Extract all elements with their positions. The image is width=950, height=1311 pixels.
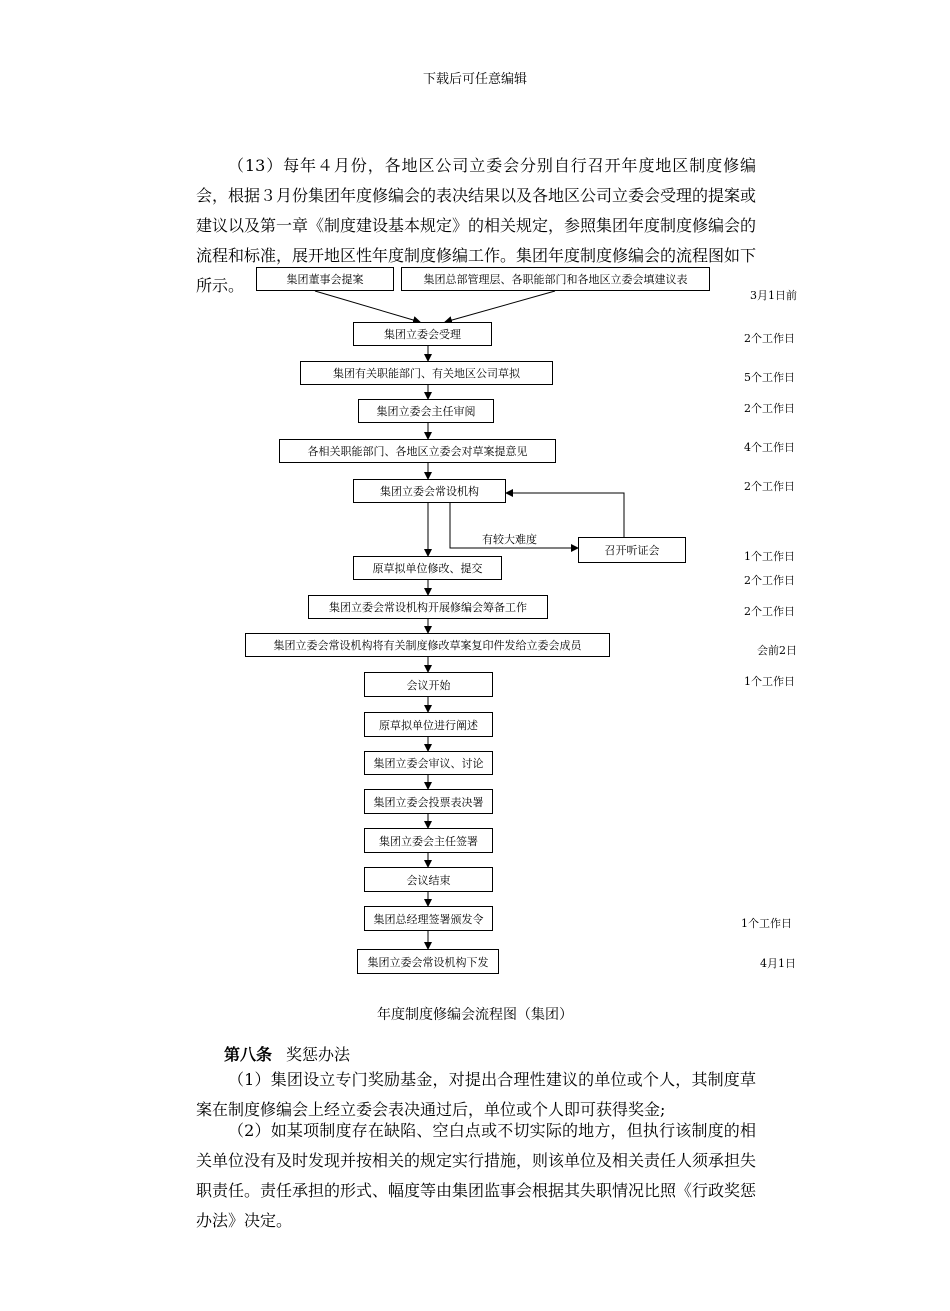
flow-box-hearing: 召开听证会 xyxy=(578,537,686,563)
flow-box-meeting-start: 会议开始 xyxy=(364,672,493,697)
flow-box-revise-submit: 原草拟单位修改、提交 xyxy=(353,556,502,580)
flow-box-issue: 集团立委会常设机构下发 xyxy=(357,949,499,974)
time-label: 4月1日 xyxy=(760,957,796,970)
paragraph-2: （2）如某项制度存在缺陷、空白点或不切实际的地方，但执行该制度的相关单位没有及时发现并按相关的规定实行措施，则该单位及相关责任人须承担失职责任。责任承担的形式、幅度等由集团监事会根据其失职情况比照《行政奖惩办法》决定。 xyxy=(196,1121,757,1230)
time-label: 4个工作日 xyxy=(744,441,795,454)
flow-box-drafting: 集团有关职能部门、有关地区公司草拟 xyxy=(300,361,553,385)
time-label: 5个工作日 xyxy=(744,371,795,384)
page-header: 下载后可任意编辑 xyxy=(422,72,527,87)
time-label: 1个工作日 xyxy=(744,675,795,688)
flow-box-suggestion-forms: 集团总部管理层、各职能部门和各地区立委会填建议表 xyxy=(401,267,710,291)
flow-box-gm-signs: 集团总经理签署颁发令 xyxy=(364,906,493,931)
article-title: 奖惩办法 xyxy=(286,1045,351,1064)
flow-box-distribute-drafts: 集团立委会常设机构将有关制度修改草案复印件发给立委会成员 xyxy=(245,633,610,657)
flow-box-prep-work: 集团立委会常设机构开展修编会筹备工作 xyxy=(308,595,548,619)
flow-box-presentation: 原草拟单位进行阐述 xyxy=(364,712,493,737)
time-label: 3月1日前 xyxy=(750,289,797,302)
flow-box-comments: 各相关职能部门、各地区立委会对草案提意见 xyxy=(279,439,556,463)
time-label: 2个工作日 xyxy=(744,332,795,345)
time-label: 1个工作日 xyxy=(741,917,792,930)
time-label: 2个工作日 xyxy=(744,480,795,493)
flow-box-meeting-end: 会议结束 xyxy=(364,867,493,892)
figure-caption: 年度制度修编会流程图（集团） xyxy=(377,1007,573,1023)
flow-box-deliberation: 集团立委会审议、讨论 xyxy=(364,751,493,775)
arrow-b2-b3 xyxy=(445,291,555,322)
paragraph-1: （1）集团设立专门奖励基金，对提出合理性建议的单位或个人，其制度草案在制度修编会上经立委会表决通过后，单位或个人即可获得奖金; xyxy=(196,1070,756,1119)
intro-paragraph: （13）每年４月份，各地区公司立委会分别自行召开年度地区制度修编会，根据３月份集团年度修编会的表决结果以及各地区公司立委会受理的提案或建议以及第一章《制度建设基本规定》的相关规定，参照集团年度制度修编会的流程和标准，展开地区性年度制度修编工作。集团年度制度修编会的流程图如下所示。 xyxy=(196,156,757,295)
branch-label: 有较大难度 xyxy=(482,533,537,546)
time-label: 2个工作日 xyxy=(744,574,795,587)
arrow-b1-b3 xyxy=(315,291,420,322)
time-label: 2个工作日 xyxy=(744,402,795,415)
flow-box-director-review: 集团立委会主任审阅 xyxy=(358,399,494,423)
flow-box-director-signs: 集团立委会主任签署 xyxy=(364,828,493,853)
flow-box-standing-body: 集团立委会常设机构 xyxy=(353,479,506,503)
flow-box-vote: 集团立委会投票表决署 xyxy=(364,789,493,814)
article-heading xyxy=(224,1042,350,1065)
flow-box-committee-accepts: 集团立委会受理 xyxy=(353,322,492,346)
time-label: 1个工作日 xyxy=(744,550,795,563)
time-label: 2个工作日 xyxy=(744,605,795,618)
article-number: 第八条 xyxy=(224,1045,273,1064)
time-label: 会前2日 xyxy=(757,644,797,657)
flow-box-board-proposal: 集团董事会提案 xyxy=(256,267,394,291)
